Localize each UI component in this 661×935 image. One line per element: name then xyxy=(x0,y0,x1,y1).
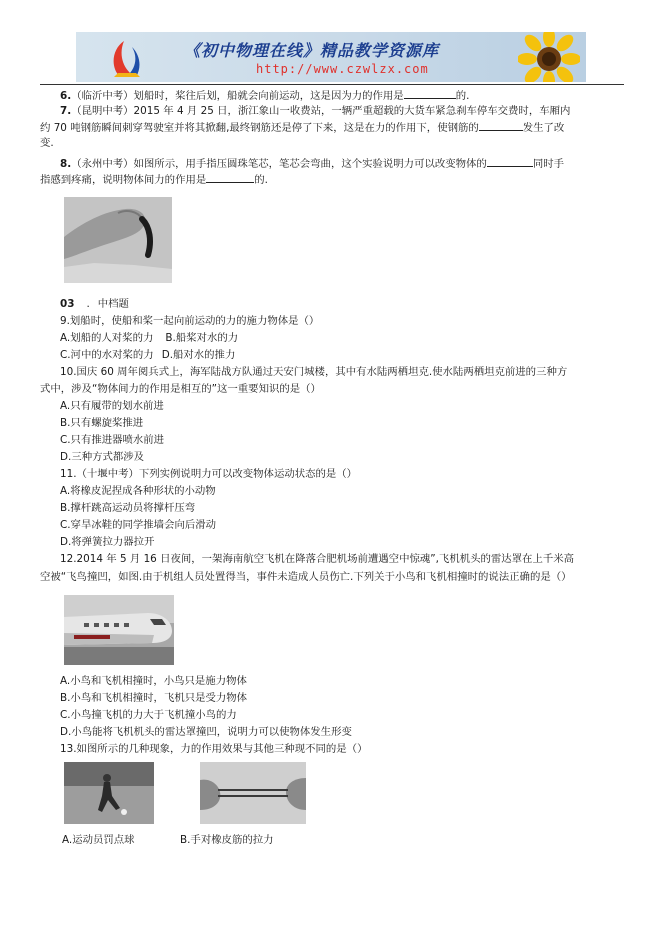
question-12-line1: 12.2014 年 5 月 16 日夜间，一架海南航空飞机在降落合肥机场前遭遇空中惊魂”,飞机机头的雷达罩在上千米高 xyxy=(60,553,575,565)
option-a[interactable]: A.小鸟和飞机相撞时，小鸟只是施力物体 xyxy=(60,675,247,687)
caption-a[interactable]: A.运动员罚点球 xyxy=(62,834,135,846)
answer-blank[interactable] xyxy=(479,119,523,131)
header-banner xyxy=(76,32,586,82)
airplane-photo xyxy=(64,595,174,665)
option-c[interactable]: C.河中的水对桨的力 xyxy=(60,349,154,361)
question-10-line2: 式中，涉及“物体间力的作用是相互的”这一重要知识的是（） xyxy=(40,383,321,395)
sunflower-icon xyxy=(518,32,580,82)
finger-pen-photo xyxy=(64,197,172,283)
option-b[interactable]: B.撑杆跳高运动员将撑杆压弯 xyxy=(60,502,196,514)
option-b[interactable]: B.小鸟和飞机相撞时，飞机只是受力物体 xyxy=(60,692,248,704)
penalty-kick-illustration xyxy=(64,762,154,824)
header-title: 《初中物理在线》精品教学资源库 xyxy=(184,41,440,60)
rubber-band-illustration xyxy=(200,762,306,824)
finger-pen-illustration xyxy=(64,197,172,283)
option-c[interactable]: C.小鸟撞飞机的力大于飞机撞小鸟的力 xyxy=(60,709,237,721)
section-header: 03 . 中档题 xyxy=(60,298,129,310)
penalty-kick-photo xyxy=(64,762,154,824)
question-7-line3: 变. xyxy=(40,137,54,149)
question-13-stem: 13.如图所示的几种现象，力的作用效果与其他三种现不同的是（） xyxy=(60,743,368,755)
question-6: 6.（临沂中考）划船时，桨往后划，船就会向前运动，这是因为力的作用是 的. xyxy=(60,87,469,105)
question-9-options-ab xyxy=(60,330,238,347)
caption-b[interactable]: B.手对橡皮筋的拉力 xyxy=(180,834,274,846)
question-8-line2: 指感到疼痛，说明物体间力的作用是 的. xyxy=(40,171,268,189)
header-rule xyxy=(40,84,624,85)
option-b[interactable]: B.只有螺旋桨推进 xyxy=(60,417,144,429)
logo-icon xyxy=(106,37,146,79)
question-12-line2: 空被“飞鸟撞凹，如图.由于机组人员处置得当，事件未造成人员伤亡.下列关于小鸟和飞机相撞时的说法正确的是（） xyxy=(40,571,572,583)
option-b[interactable]: B.船桨对水的力 xyxy=(165,332,239,344)
option-d[interactable]: D.将弹簧拉力器拉开 xyxy=(60,536,155,548)
answer-blank[interactable] xyxy=(404,87,456,99)
answer-blank[interactable] xyxy=(206,171,254,183)
option-d[interactable]: D.三种方式都涉及 xyxy=(60,451,145,463)
answer-blank[interactable] xyxy=(487,155,533,167)
airplane-illustration xyxy=(64,595,174,665)
question-8-line1: 8.（永州中考）如图所示，用手指压圆珠笔芯，笔芯会弯曲，这个实验说明力可以改变物体的 同时手 xyxy=(60,155,564,173)
option-d[interactable]: D.小鸟能将飞机机头的雷达罩撞凹，说明力可以使物体发生形变 xyxy=(60,726,352,738)
option-a[interactable]: A.划船的人对桨的力 xyxy=(60,332,154,344)
question-9-stem: 9.划船时，使船和桨一起向前运动的力的施力物体是（） xyxy=(60,315,320,327)
option-c[interactable]: C.穿旱冰鞋的同学推墙会向后滑动 xyxy=(60,519,217,531)
question-9-options-cd xyxy=(60,347,235,364)
question-7-line1: 7.（昆明中考）2015 年 4 月 25 日，浙江象山一收费站，一辆严重超载的大货车紧急刹车停车交费时，车厢内 xyxy=(60,105,571,117)
option-c[interactable]: C.只有推进器喷水前进 xyxy=(60,434,165,446)
question-10-line1: 10.国庆 60 周年阅兵式上，海军陆战方队通过天安门城楼，其中有水陆两栖坦克.使水陆两栖坦克前进的三种方 xyxy=(60,366,568,378)
question-11-stem: 11.（十堰中考）下列实例说明力可以改变物体运动状态的是（） xyxy=(60,468,358,480)
option-a[interactable]: A.只有履带的划水前进 xyxy=(60,400,164,412)
option-a[interactable]: A.将橡皮泥捏成各种形状的小动物 xyxy=(60,485,216,497)
header-url[interactable]: http://www.czwlzx.com xyxy=(256,62,429,76)
rubber-band-photo xyxy=(200,762,306,824)
question-7-line2: 约 70 吨钢筋瞬间刺穿驾驶室并将其掀翻,最终钢筋还是停了下来，这是在力的作用下，使钢筋的 发生了改 xyxy=(40,119,564,137)
option-d[interactable]: D.船对水的推力 xyxy=(161,349,236,361)
